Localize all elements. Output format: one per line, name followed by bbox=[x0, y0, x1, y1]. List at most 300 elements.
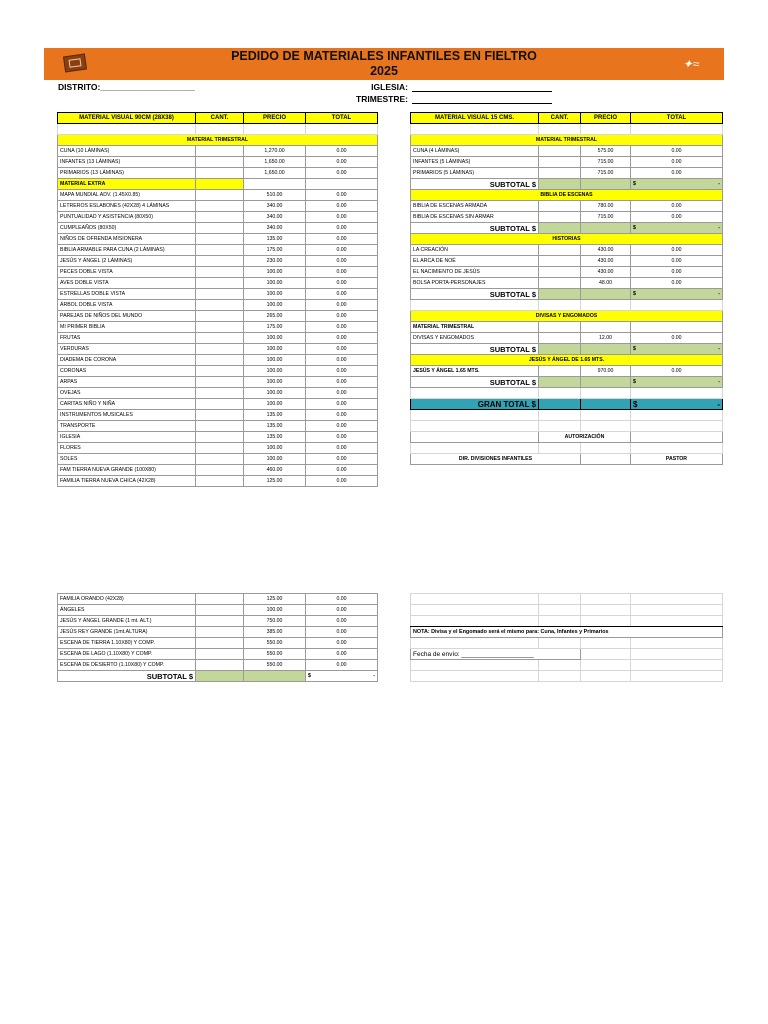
table-row bbox=[58, 638, 378, 649]
section-jesus-angel: JESÚS Y ÁNGEL DE 1.65 MTS. bbox=[411, 355, 723, 366]
item-name: DIVISAS Y ENGOMADOS bbox=[411, 333, 539, 344]
grand-total-row bbox=[411, 399, 723, 410]
item-total: 0.00 bbox=[306, 256, 378, 267]
quantity-input[interactable] bbox=[196, 322, 244, 333]
item-price: 460.00 bbox=[244, 465, 306, 476]
empty-cell bbox=[306, 124, 378, 135]
empty-cell bbox=[631, 660, 723, 671]
section-row bbox=[411, 311, 723, 322]
item-price: 135.00 bbox=[244, 410, 306, 421]
column-header-precio: PRECIO bbox=[581, 113, 631, 124]
empty-cell bbox=[539, 594, 581, 605]
spacer-row bbox=[411, 638, 723, 649]
subtotal-dash: - bbox=[373, 673, 375, 679]
item-price: 100.00 bbox=[244, 333, 306, 344]
empty-cell bbox=[411, 638, 539, 649]
spacer-row bbox=[411, 300, 723, 311]
item-price: 265.00 bbox=[244, 311, 306, 322]
empty-cell bbox=[539, 605, 581, 616]
subtotal-precio bbox=[581, 223, 631, 234]
item-name: FAMILIA TIERRA NUEVA CHICA (42X28) bbox=[58, 476, 196, 487]
item-name: BIBLIA DE ESCENAS SIN ARMAR bbox=[411, 212, 539, 223]
table-row bbox=[58, 322, 378, 333]
table-row bbox=[58, 212, 378, 223]
item-price: 715.00 bbox=[581, 168, 631, 179]
subtotal-value bbox=[631, 223, 723, 234]
item-name: ESCENA DE DESIERTO (1.10X80) Y COMP. bbox=[58, 660, 196, 671]
spacer-row bbox=[411, 660, 723, 671]
empty-cell bbox=[411, 421, 539, 432]
item-name: CUNA (4 LÁMINAS) bbox=[411, 146, 539, 157]
item-total: 0.00 bbox=[631, 267, 723, 278]
empty-cell bbox=[196, 179, 244, 190]
empty-cell bbox=[581, 605, 631, 616]
item-price: 135.00 bbox=[244, 432, 306, 443]
quantity-input[interactable] bbox=[539, 278, 581, 289]
item-price: 100.00 bbox=[244, 454, 306, 465]
quantity-input[interactable] bbox=[539, 168, 581, 179]
table-row bbox=[58, 616, 378, 627]
item-price: 100.00 bbox=[244, 267, 306, 278]
item-name: CUMPLEAÑOS (80X50) bbox=[58, 223, 196, 234]
empty-cell bbox=[411, 616, 539, 627]
spacer-row bbox=[411, 421, 723, 432]
section-historias: HISTORIAS bbox=[411, 234, 723, 245]
table-row bbox=[411, 649, 723, 660]
iglesia-input-line[interactable] bbox=[412, 91, 552, 92]
item-total: 0.00 bbox=[306, 399, 378, 410]
item-name: CORONAS bbox=[58, 366, 196, 377]
divisas-subheader: MATERIAL TRIMESTRAL bbox=[411, 322, 539, 333]
table-row bbox=[58, 311, 378, 322]
table-row bbox=[411, 256, 723, 267]
item-price: 48.00 bbox=[581, 278, 631, 289]
empty-cell bbox=[631, 616, 723, 627]
item-total: 0.00 bbox=[306, 333, 378, 344]
quantity-input[interactable] bbox=[196, 594, 244, 605]
empty-cell bbox=[539, 300, 581, 311]
subtotal-precio bbox=[244, 671, 306, 682]
subtotal-row bbox=[411, 223, 723, 234]
item-price: 100.00 bbox=[244, 377, 306, 388]
section-biblia-escenas: BIBLIA DE ESCENAS bbox=[411, 190, 723, 201]
item-total: 0.00 bbox=[306, 212, 378, 223]
empty-cell bbox=[244, 124, 306, 135]
item-name: INSTRUMENTOS MUSICALES bbox=[58, 410, 196, 421]
table-row bbox=[58, 245, 378, 256]
item-name: PAREJAS DE NIÑOS DEL MUNDO bbox=[58, 311, 196, 322]
quantity-input[interactable] bbox=[539, 333, 581, 344]
item-name: JESÚS Y ÁNGEL GRANDE (1 mt. ALT.) bbox=[58, 616, 196, 627]
subtotal-row bbox=[411, 179, 723, 190]
header-row bbox=[411, 113, 723, 124]
subtotal-row bbox=[411, 289, 723, 300]
empty-cell bbox=[411, 388, 539, 399]
empty-cell bbox=[631, 443, 723, 454]
item-price: 715.00 bbox=[581, 157, 631, 168]
table-row bbox=[58, 421, 378, 432]
empty-cell bbox=[631, 322, 723, 333]
grand-total-precio bbox=[581, 399, 631, 410]
item-total: 0.00 bbox=[306, 201, 378, 212]
section-row bbox=[411, 234, 723, 245]
subtotal-dash: - bbox=[718, 346, 720, 352]
item-total: 0.00 bbox=[306, 289, 378, 300]
table-row bbox=[58, 605, 378, 616]
quantity-input[interactable] bbox=[196, 267, 244, 278]
item-price: 100.00 bbox=[244, 300, 306, 311]
table-row bbox=[58, 344, 378, 355]
item-total: 0.00 bbox=[306, 168, 378, 179]
item-price: 100.00 bbox=[244, 443, 306, 454]
item-total: 0.00 bbox=[306, 234, 378, 245]
empty-cell bbox=[631, 124, 723, 135]
grand-total-dash: - bbox=[717, 399, 720, 409]
iglesia-label: IGLESIA: bbox=[371, 82, 408, 92]
item-total: 0.00 bbox=[306, 322, 378, 333]
trimestre-input-line[interactable] bbox=[412, 103, 552, 104]
empty-cell bbox=[411, 671, 539, 682]
item-name: CUNA (10 LÁMINAS) bbox=[58, 146, 196, 157]
empty-cell bbox=[411, 660, 539, 671]
table-row bbox=[58, 201, 378, 212]
empty-cell bbox=[539, 638, 581, 649]
spacer-row bbox=[411, 594, 723, 605]
quantity-input[interactable] bbox=[539, 267, 581, 278]
quantity-input[interactable] bbox=[196, 256, 244, 267]
title-line1: PEDIDO DE MATERIALES INFANTILES EN FIELTRO bbox=[231, 49, 537, 63]
item-price: 430.00 bbox=[581, 267, 631, 278]
spacer-row bbox=[411, 410, 723, 421]
item-name: FRUTAS bbox=[58, 333, 196, 344]
quantity-input[interactable] bbox=[196, 311, 244, 322]
empty-cell bbox=[581, 300, 631, 311]
item-total: 0.00 bbox=[306, 421, 378, 432]
item-name: MI PRIMER BIBLIA bbox=[58, 322, 196, 333]
table-row bbox=[58, 168, 378, 179]
empty-cell bbox=[539, 443, 581, 454]
empty-cell bbox=[411, 594, 539, 605]
item-name: ÁRBOL DOBLE VISTA bbox=[58, 300, 196, 311]
item-name: PRIMARIOS (13 LÁMINAS) bbox=[58, 168, 196, 179]
section-material-extra: MATERIAL EXTRA bbox=[58, 179, 196, 190]
subtotal-label: SUBTOTAL $ bbox=[411, 377, 539, 388]
item-name: NIÑOS DE OFRENDA MISIONERA bbox=[58, 234, 196, 245]
section-row bbox=[58, 135, 378, 146]
title-banner bbox=[44, 48, 724, 80]
subtotal-value bbox=[631, 344, 723, 355]
table-row bbox=[411, 366, 723, 377]
empty-cell bbox=[539, 660, 581, 671]
item-total: 0.00 bbox=[306, 410, 378, 421]
item-name: ARPAS bbox=[58, 377, 196, 388]
subtotal-cant bbox=[539, 377, 581, 388]
empty-cell bbox=[631, 432, 723, 443]
empty-cell bbox=[581, 454, 631, 465]
item-total: 0.00 bbox=[306, 616, 378, 627]
item-total: 0.00 bbox=[306, 377, 378, 388]
item-price: 550.00 bbox=[244, 649, 306, 660]
church-logo-icon: ✦≈ bbox=[682, 57, 700, 71]
subtotal-cant bbox=[539, 289, 581, 300]
item-total: 0.00 bbox=[306, 454, 378, 465]
quantity-input[interactable] bbox=[196, 410, 244, 421]
table-row bbox=[411, 157, 723, 168]
empty-cell bbox=[196, 124, 244, 135]
item-name: OVEJAS bbox=[58, 388, 196, 399]
item-total: 0.00 bbox=[306, 245, 378, 256]
quantity-input[interactable] bbox=[196, 201, 244, 212]
order-sheet bbox=[44, 48, 724, 114]
empty-cell bbox=[581, 638, 631, 649]
spacer-row bbox=[411, 616, 723, 627]
empty-cell bbox=[539, 421, 581, 432]
quantity-input[interactable] bbox=[196, 157, 244, 168]
table-row bbox=[411, 322, 723, 333]
quantity-input[interactable] bbox=[539, 157, 581, 168]
quantity-input[interactable] bbox=[539, 212, 581, 223]
table-row bbox=[58, 355, 378, 366]
item-total: 0.00 bbox=[306, 638, 378, 649]
empty-cell bbox=[539, 388, 581, 399]
fecha-envio-field[interactable]: Fecha de envío: ____________________ bbox=[411, 649, 581, 660]
subtotal-value bbox=[631, 289, 723, 300]
table-row bbox=[411, 245, 723, 256]
quantity-input[interactable] bbox=[196, 245, 244, 256]
empty-cell bbox=[411, 300, 539, 311]
empty-cell bbox=[539, 322, 581, 333]
grand-total-cant bbox=[539, 399, 581, 410]
currency-symbol: $ bbox=[633, 399, 638, 409]
table-row bbox=[58, 627, 378, 638]
item-total: 0.00 bbox=[306, 432, 378, 443]
empty-cell bbox=[631, 649, 723, 660]
item-price: 100.00 bbox=[244, 388, 306, 399]
item-total: 0.00 bbox=[631, 146, 723, 157]
item-price: 230.00 bbox=[244, 256, 306, 267]
subtotal-value bbox=[631, 377, 723, 388]
item-price: 125.00 bbox=[244, 476, 306, 487]
subtotal-precio bbox=[581, 289, 631, 300]
item-name: IGLESIA bbox=[58, 432, 196, 443]
quantity-input[interactable] bbox=[196, 190, 244, 201]
quantity-input[interactable] bbox=[196, 616, 244, 627]
item-price: 100.00 bbox=[244, 355, 306, 366]
spacer-row bbox=[411, 671, 723, 682]
column-header-material: MATERIAL VISUAL 90CM (28X38) bbox=[58, 113, 196, 124]
table-row bbox=[58, 289, 378, 300]
quantity-input[interactable] bbox=[196, 333, 244, 344]
page-title bbox=[231, 49, 537, 79]
column-header-material: MATERIAL VISUAL 15 CMS. bbox=[411, 113, 539, 124]
empty-cell bbox=[581, 388, 631, 399]
item-price: 12.00 bbox=[581, 333, 631, 344]
table-row bbox=[58, 146, 378, 157]
quantity-input[interactable] bbox=[196, 388, 244, 399]
subtotal-label: SUBTOTAL $ bbox=[411, 179, 539, 190]
quantity-input[interactable] bbox=[196, 638, 244, 649]
item-total: 0.00 bbox=[306, 157, 378, 168]
empty-cell bbox=[581, 421, 631, 432]
empty-cell bbox=[631, 388, 723, 399]
item-total: 0.00 bbox=[306, 443, 378, 454]
empty-cell bbox=[581, 649, 631, 660]
autorizacion-label: AUTORIZACIÓN bbox=[539, 432, 631, 443]
item-price: 340.00 bbox=[244, 201, 306, 212]
subtotal-cant bbox=[539, 179, 581, 190]
item-total: 0.00 bbox=[631, 245, 723, 256]
item-total: 0.00 bbox=[306, 594, 378, 605]
subtotal-value bbox=[631, 179, 723, 190]
quantity-input[interactable] bbox=[539, 201, 581, 212]
item-price: 1,650.00 bbox=[244, 157, 306, 168]
item-name: ESCENA DE LAGO (1.10X80) Y COMP. bbox=[58, 649, 196, 660]
spacer-row bbox=[411, 124, 723, 135]
quantity-input[interactable] bbox=[196, 146, 244, 157]
subtotal-label: SUBTOTAL $ bbox=[58, 671, 196, 682]
item-name: JESÚS Y ÁNGEL 1.65 MTS. bbox=[411, 366, 539, 377]
item-name: INFANTES (5 LÁMINAS) bbox=[411, 157, 539, 168]
quantity-input[interactable] bbox=[196, 355, 244, 366]
empty-cell bbox=[631, 638, 723, 649]
quantity-input[interactable] bbox=[539, 146, 581, 157]
subtotal-dash: - bbox=[718, 225, 720, 231]
order-header bbox=[44, 80, 724, 114]
item-name: EL ARCA DE NOÉ bbox=[411, 256, 539, 267]
empty-cell bbox=[539, 616, 581, 627]
quantity-input[interactable] bbox=[196, 454, 244, 465]
item-name: BIBLIA ARMABLE PARA CUNA (2 LÁMINAS) bbox=[58, 245, 196, 256]
quantity-input[interactable] bbox=[196, 300, 244, 311]
table-row bbox=[58, 443, 378, 454]
item-price: 340.00 bbox=[244, 212, 306, 223]
quantity-input[interactable] bbox=[196, 223, 244, 234]
table-row bbox=[58, 333, 378, 344]
quantity-input[interactable] bbox=[196, 627, 244, 638]
subtotal-label: SUBTOTAL $ bbox=[411, 289, 539, 300]
quantity-input[interactable] bbox=[539, 366, 581, 377]
item-total: 0.00 bbox=[306, 649, 378, 660]
quantity-input[interactable] bbox=[196, 421, 244, 432]
item-name: MAPA MUNDIAL ADV. (1.45X0.85) bbox=[58, 190, 196, 201]
currency-symbol: $ bbox=[633, 379, 636, 385]
dir-divisiones-signature: DIR. DIVISIONES INFANTILES bbox=[411, 454, 581, 465]
item-price: 550.00 bbox=[244, 660, 306, 671]
distrito-field[interactable]: DISTRITO:____________________ bbox=[58, 82, 195, 92]
subtotal-dash: - bbox=[718, 291, 720, 297]
item-name: VERDURAS bbox=[58, 344, 196, 355]
item-price: 100.00 bbox=[244, 278, 306, 289]
item-total: 0.00 bbox=[306, 366, 378, 377]
quantity-input[interactable] bbox=[196, 605, 244, 616]
table-row bbox=[411, 454, 723, 465]
table-row bbox=[58, 300, 378, 311]
trimestre-label: TRIMESTRE: bbox=[356, 94, 408, 104]
quantity-input[interactable] bbox=[196, 289, 244, 300]
quantity-input[interactable] bbox=[196, 212, 244, 223]
note-row bbox=[411, 627, 723, 638]
item-total: 0.00 bbox=[631, 168, 723, 179]
table-row bbox=[411, 146, 723, 157]
table-row bbox=[58, 660, 378, 671]
empty-cell bbox=[411, 124, 539, 135]
table-row bbox=[411, 201, 723, 212]
quantity-input[interactable] bbox=[196, 443, 244, 454]
item-price: 1,270.00 bbox=[244, 146, 306, 157]
currency-symbol: $ bbox=[633, 291, 636, 297]
item-price: 750.00 bbox=[244, 616, 306, 627]
item-price: 715.00 bbox=[581, 212, 631, 223]
quantity-input[interactable] bbox=[539, 245, 581, 256]
quantity-input[interactable] bbox=[196, 465, 244, 476]
table-row bbox=[411, 432, 723, 443]
quantity-input[interactable] bbox=[196, 344, 244, 355]
item-name: BOLSA PORTA-PERSONAJES bbox=[411, 278, 539, 289]
item-total: 0.00 bbox=[631, 157, 723, 168]
subtotal-cant bbox=[539, 344, 581, 355]
table-row bbox=[58, 476, 378, 487]
currency-symbol: $ bbox=[633, 346, 636, 352]
item-price: 125.00 bbox=[244, 594, 306, 605]
item-price: 340.00 bbox=[244, 223, 306, 234]
item-total: 0.00 bbox=[306, 627, 378, 638]
table-row bbox=[58, 465, 378, 476]
item-price: 175.00 bbox=[244, 322, 306, 333]
notes-table bbox=[410, 593, 723, 682]
currency-symbol: $ bbox=[633, 225, 636, 231]
header-row bbox=[58, 113, 378, 124]
quantity-input[interactable] bbox=[539, 256, 581, 267]
right-material-table bbox=[410, 112, 723, 465]
empty-cell bbox=[539, 124, 581, 135]
quantity-input[interactable] bbox=[196, 649, 244, 660]
item-price: 100.00 bbox=[244, 366, 306, 377]
column-header-cant: CANT. bbox=[196, 113, 244, 124]
empty-cell bbox=[58, 124, 196, 135]
quantity-input[interactable] bbox=[196, 377, 244, 388]
spacer-row bbox=[411, 388, 723, 399]
item-total: 0.00 bbox=[306, 476, 378, 487]
item-total: 0.00 bbox=[306, 223, 378, 234]
item-name: CARITAS NIÑO Y NIÑA bbox=[58, 399, 196, 410]
title-year: 2025 bbox=[370, 64, 398, 78]
subtotal-dash: - bbox=[718, 379, 720, 385]
quantity-input[interactable] bbox=[196, 476, 244, 487]
quantity-input[interactable] bbox=[196, 234, 244, 245]
quantity-input[interactable] bbox=[196, 660, 244, 671]
quantity-input[interactable] bbox=[196, 399, 244, 410]
empty-cell bbox=[581, 594, 631, 605]
quantity-input[interactable] bbox=[196, 278, 244, 289]
left-material-table-page2 bbox=[57, 593, 378, 682]
item-name: JESÚS REY GRANDE (1mt.ALTURA) bbox=[58, 627, 196, 638]
item-name: BIBLIA DE ESCENAS ARMADA bbox=[411, 201, 539, 212]
quantity-input[interactable] bbox=[196, 366, 244, 377]
table-row bbox=[58, 594, 378, 605]
item-total: 0.00 bbox=[631, 212, 723, 223]
item-name: FAMILIA ORANDO (42X28) bbox=[58, 594, 196, 605]
quantity-input[interactable] bbox=[196, 432, 244, 443]
item-total: 0.00 bbox=[306, 355, 378, 366]
item-name: INFANTES (13 LÁMINAS) bbox=[58, 157, 196, 168]
quantity-input[interactable] bbox=[196, 168, 244, 179]
table-row bbox=[58, 432, 378, 443]
empty-cell bbox=[539, 410, 581, 421]
book-logo-icon bbox=[63, 54, 87, 73]
column-header-precio: PRECIO bbox=[244, 113, 306, 124]
spacer-row bbox=[58, 124, 378, 135]
item-price: 100.00 bbox=[244, 344, 306, 355]
